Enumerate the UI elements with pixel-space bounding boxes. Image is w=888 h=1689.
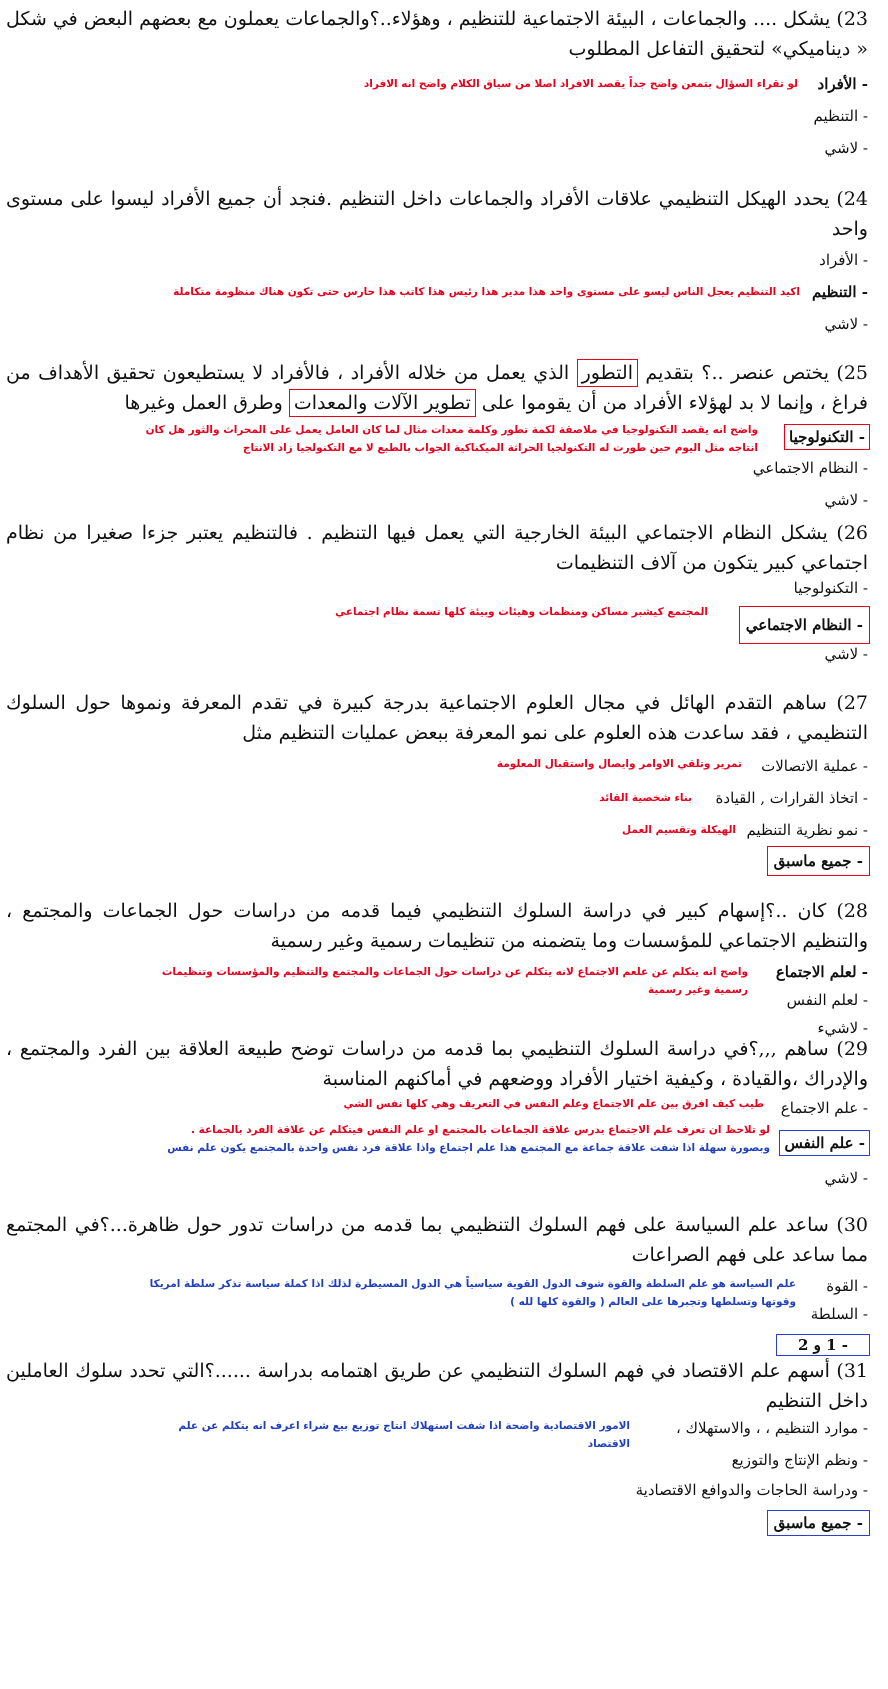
q29-option-3: - لاشي — [824, 1169, 868, 1187]
question-24-text: 24) يحدد الهيكل التنظيمي علاقات الأفراد والجماعات داخل التنظيم .فنجد أن جميع الأفراد ليسوا على مستوى واحد — [6, 188, 868, 240]
q23-comment: لو تقراء السؤال بتمعن واضح جداً يقصد الافراد اصلا من سياق الكلام واضح انه الافراد — [363, 78, 798, 90]
q30-option-1: - القوة — [826, 1277, 868, 1295]
q24-comment: اكيد التنظيم يعجل الناس ليسو على مستوى واحد هذا مدير هذا رئيس هذا كاتب هذا حارس حتى تكون هناك منظومة متكاملة — [173, 286, 800, 298]
q25-option-3: - لاشي — [824, 491, 868, 509]
q26-comment: المجتمع كيشبر مساكن ومنظمات وهيئات وبيئة كلها تسمة نظام اجتماعي — [335, 606, 708, 618]
q26-option-1: - التكنولوجيا — [793, 579, 868, 597]
q26-option-3: - لاشي — [824, 645, 868, 663]
q27-option-3-comment: الهيكلة وتقسيم العمل — [622, 824, 736, 836]
q27-option-1: - عملية الاتصالات — [761, 757, 868, 775]
q29-option-2-comment-line-2: وبصورة سهلة اذا شفت علاقة جماعة مع المجتمع هذا علم اجتماع واذا علاقة فرد نفس واحدة بالمجتمع يكون علم نفس — [167, 1142, 770, 1154]
q24-option-2: - التنظيم — [811, 283, 868, 301]
q24-option-3: - لاشي — [824, 315, 868, 333]
q25-text-part-2: الذي يعمل من خلاله الأفراد ، فالأفراد لا يستطيعون تحقيق الأهداف من فراغ ، وإنما لا بد لهؤلاء الأفراد من أن يقوموا على — [6, 362, 868, 414]
q25-option-2: - النظام الاجتماعي — [752, 459, 868, 477]
q28-comment-line-1: واضح انه يتكلم عن علعم الاجتماع لانه يتكلم عن دراسات حول الجماعات والمجتمع والتنظيم والمؤسسات وتنظيمات — [161, 966, 748, 978]
q23-option-2: - التنظيم — [813, 107, 868, 125]
q28-comment-line-2: رسمية وغير رسمية — [648, 984, 748, 996]
q24-option-1: - الأفراد — [819, 251, 868, 269]
q29-option-2-selected: - علم النفس — [779, 1130, 870, 1156]
q31-option-4-selected: - جميع ماسبق — [767, 1510, 870, 1536]
q29-option-1: - علم الاجتماع — [780, 1099, 868, 1117]
question-30-text: 30) ساعد علم السياسة على فهم السلوك التنظيمي بما قدمه من دراسات تدور حول ظاهرة...؟في المجتمع مما ساعد على فهم الصراعات — [6, 1214, 868, 1266]
q30-comment-line-1: علم السياسة هو علم السلطة والقوة شوف الدول القوية سياسياً هي الدول المسيطرة لذلك اذا كملة سياسة تذكر سلطة امريكا — [149, 1278, 796, 1290]
q31-option-2: - ونظم الإنتاج والتوزيع — [731, 1451, 868, 1469]
q28-option-3: - لاشيء — [817, 1019, 868, 1037]
q31-comment-line-1: الامور الاقتصادية واضحة اذا شفت استهلاك انتاج توزيع بيع شراء اعرف انه يتكلم عن علم — [178, 1420, 630, 1432]
q25-text-part-3: وطرق العمل وغيرها — [124, 392, 289, 414]
q29-option-1-comment: طيب كيف افرق بين علم الاجتماع وعلم النفس في التعريف وهي كلها نفس الشي — [343, 1098, 764, 1110]
question-23-text: 23) يشكل .... والجماعات ، البيئة الاجتماعية للتنظيم ، وهؤلاء..؟والجماعات يعملون مع بعضهم البعض في شكل « ديناميكي» لتحقيق التفاعل المطلوب — [6, 8, 868, 60]
q29-option-2-comment-line-1: لو تلاحظ ان تعرف علم الاجتماع يدرس علاقة الجماعات بالمجتمع او علم النفس فيتكلم عن علاقة الفرد بالجماعة . — [190, 1124, 770, 1136]
q25-comment-line-1: واضح انه يقصد التكنولوجيا في ملاصقة لكمة تطور وكلمة معدات مثال لما كان العامل يعمل على المحراث والثور هل كان — [145, 424, 758, 436]
q25-highlight-development: التطور — [577, 359, 638, 387]
q31-comment-line-2: الاقتصاد — [587, 1438, 630, 1450]
q28-option-1: - لعلم الاجتماع — [775, 963, 868, 981]
q27-option-2-comment: بناء شخصية القائد — [599, 792, 692, 804]
question-31-text: 31) أسهم علم الاقتصاد في فهم السلوك التنظيمي عن طريق اهتمامه بدراسة ......؟التي تحدد سلوك العاملين داخل التنظيم — [6, 1360, 868, 1412]
q31-option-1: - موارد التنظيم ، ، والاستهلاك ، — [676, 1419, 868, 1437]
q28-option-2: - لعلم النفس — [786, 991, 868, 1009]
q25-comment-line-2: انتاجه مثل اليوم حين طورت له التكنولجيا الحراثة الميكناكية الجواب بالطبع لا مع التكنولجيا زاد الانتاج — [242, 442, 758, 454]
q30-comment-line-2: وقوتها وتسلطها وتجبرها على العالم ( والقوة كلها لله ) — [510, 1296, 796, 1308]
question-25-text — [6, 358, 868, 418]
q30-option-3-selected: - 1 و 2 — [776, 1334, 870, 1356]
q31-option-3: - ودراسة الحاجات والدوافع الاقتصادية — [635, 1481, 868, 1499]
q25-option-1-selected: - التكنولوجيا — [784, 424, 870, 450]
q27-option-1-comment: تمرير وتلقي الاوامر وايصال واستقبال المعلومة — [496, 758, 742, 770]
q30-option-2: - السلطة — [810, 1305, 868, 1323]
q23-option-1: - الأفراد — [817, 75, 868, 93]
question-27-text: 27) ساهم التقدم الهائل في مجال العلوم الاجتماعية بدرجة كبيرة في تقدم المعرفة ونموها حول السلوك التنظيمي ، فقد ساعدت هذه العلوم على نمو المعرفة ببعض عمليات التنظيم مثل — [6, 692, 868, 744]
q25-highlight-machines: تطوير الآلات والمعدات — [289, 389, 476, 417]
q27-option-2: - اتخاذ القرارات , القيادة — [715, 789, 868, 807]
question-28-text: 28) كان ..؟إسهام كبير في دراسة السلوك التنظيمي فيما قدمه من دراسات حول الجماعات والمجتمع ، والتنظيم الاجتماعي للمؤسسات وما يتضمنه من تنظيمات رسمية وغير رسمية — [6, 900, 868, 952]
question-29-text: 29) ساهم ,,,؟في دراسة السلوك التنظيمي بما قدمه من دراسات توضح طبيعة العلاقة بين الفرد والمجتمع ، والإدراك ،والقيادة ، وكيفية اختيار الأفراد ووضعهم في أماكنهم المناسبة — [6, 1038, 868, 1090]
question-26-text: 26) يشكل النظام الاجتماعي البيئة الخارجية التي يعمل فيها التنظيم . فالتنظيم يعتبر جزءا صغيرا من نظام اجتماعي كبير يتكون من آلاف التنظيمات — [6, 522, 868, 574]
q27-option-3: - نمو نظرية التنظيم — [746, 821, 868, 839]
q26-option-2-selected: - النظام الاجتماعي — [739, 606, 870, 644]
q27-option-4-selected: - جميع ماسبق — [767, 846, 870, 876]
q25-text-part-1: 25) يختص عنصر ..؟ بتقديم — [638, 362, 869, 384]
q23-option-3: - لاشي — [824, 139, 868, 157]
